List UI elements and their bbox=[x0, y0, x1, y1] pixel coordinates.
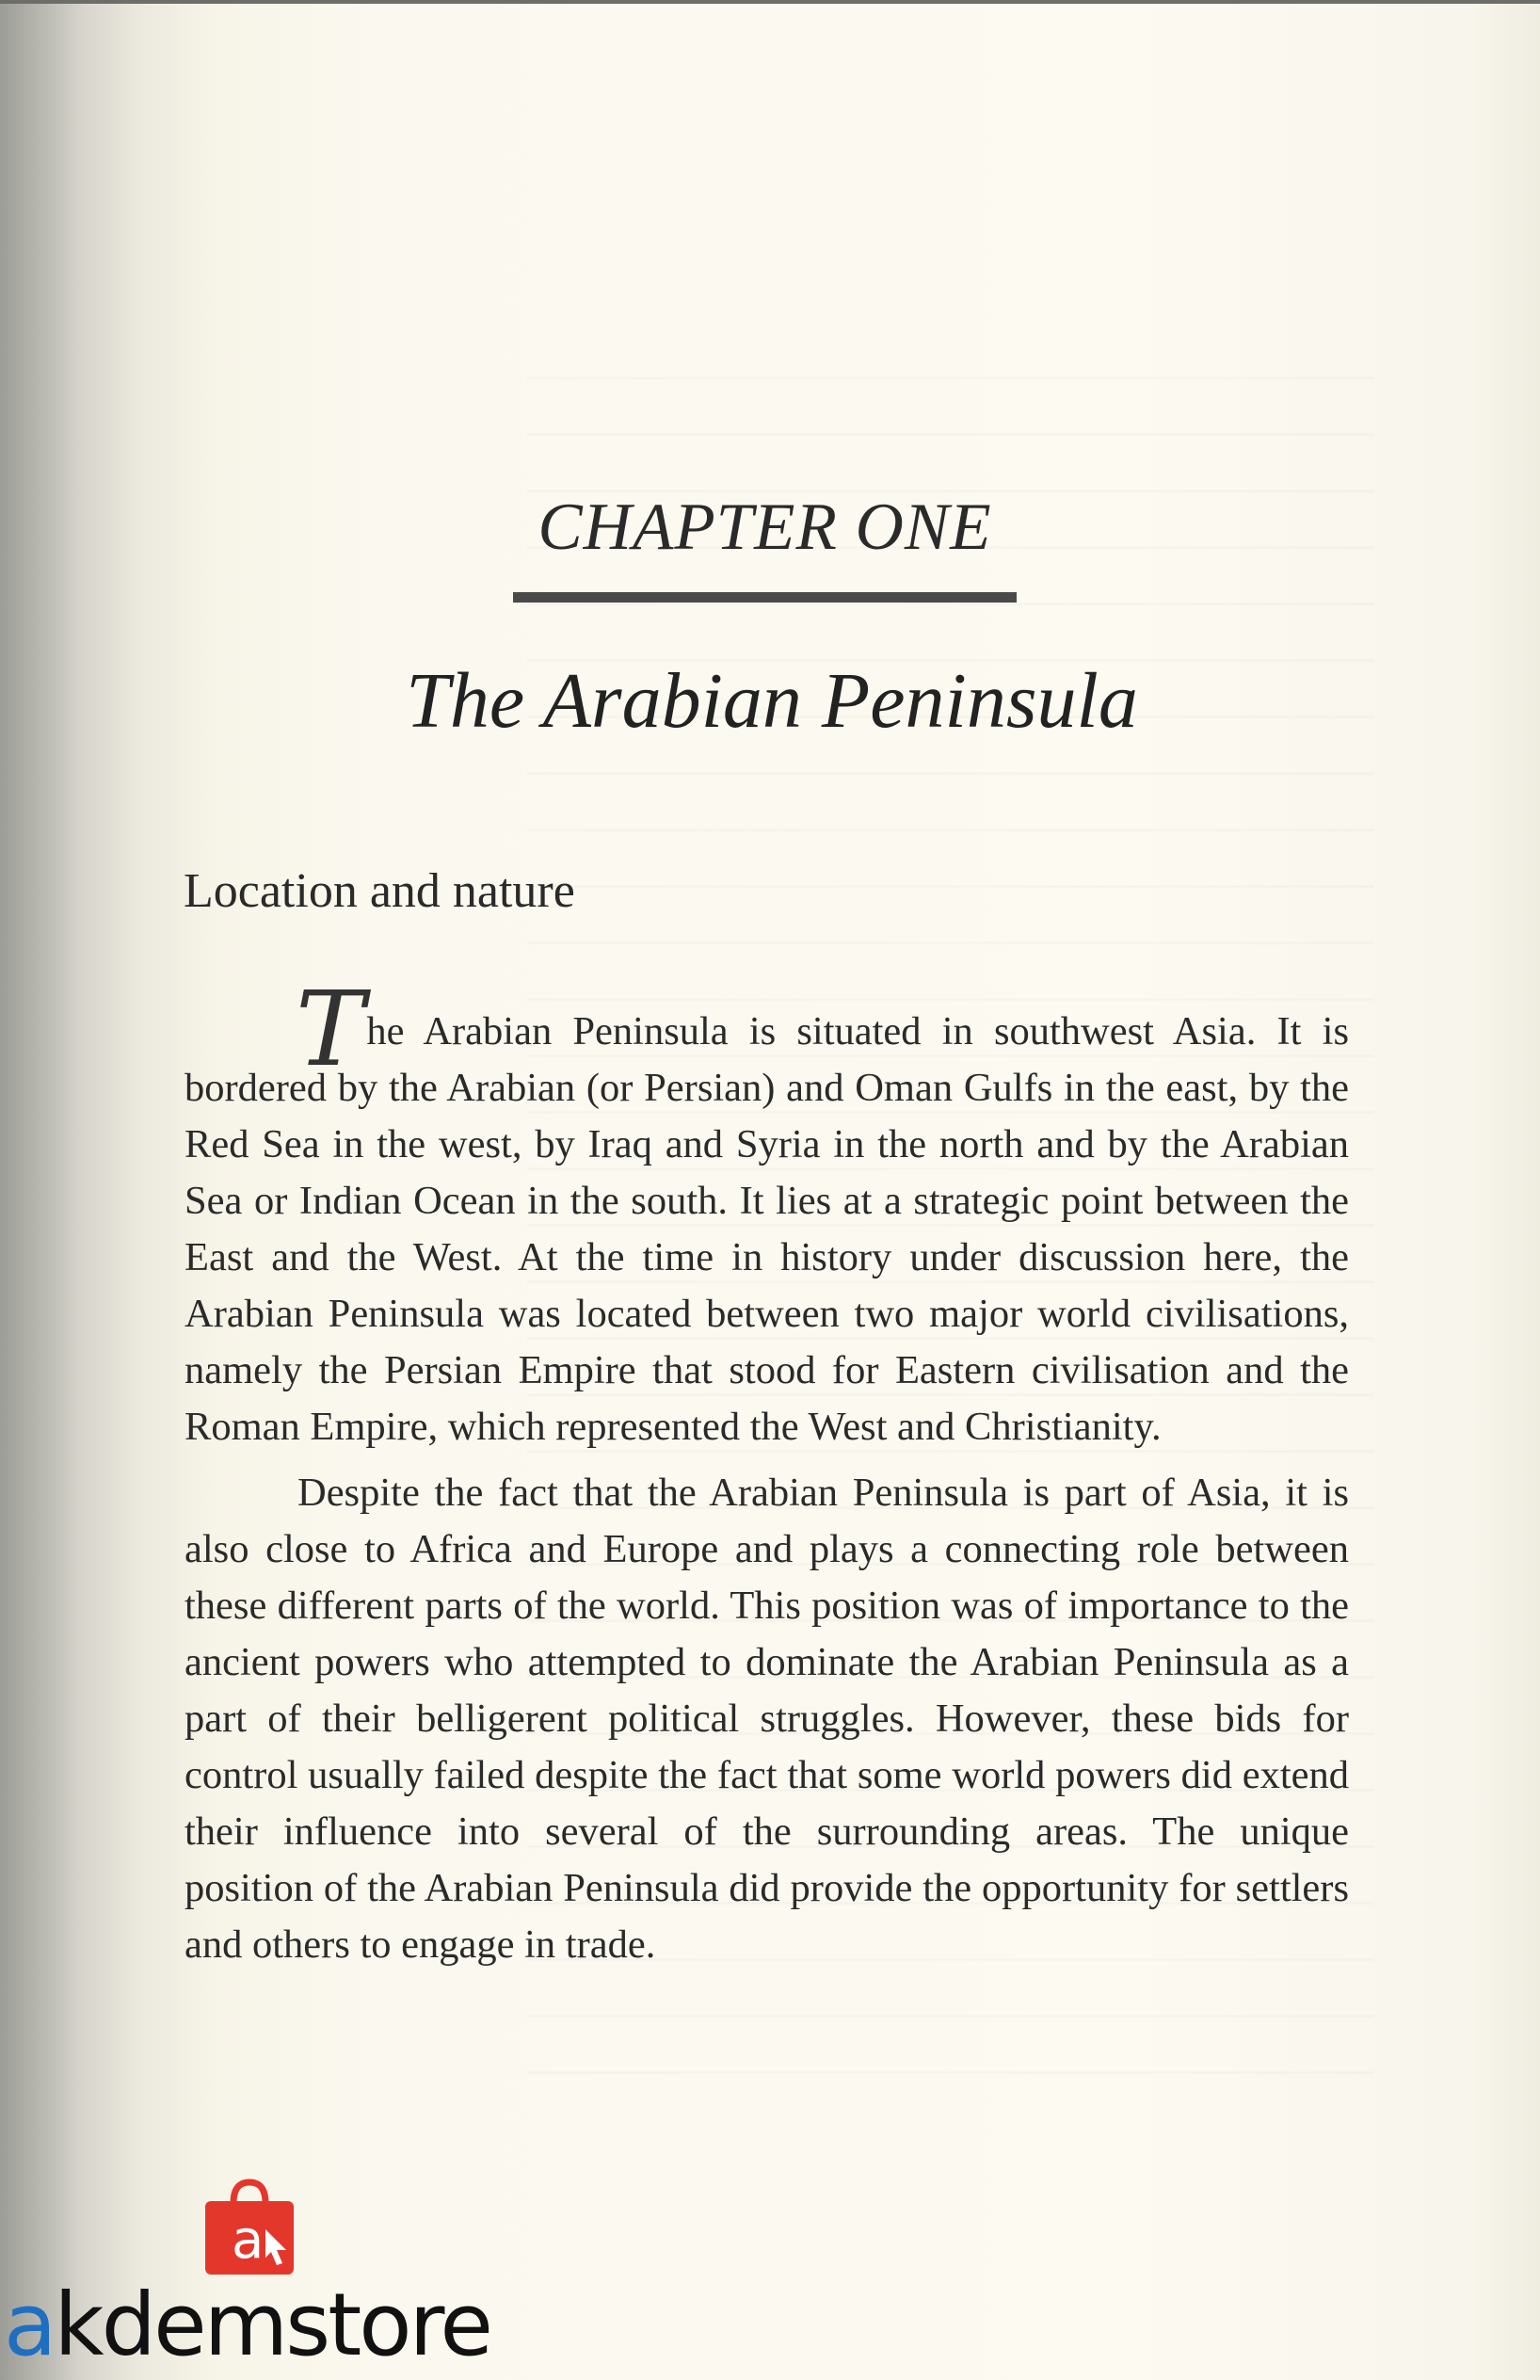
store-watermark bbox=[0, 2175, 527, 2380]
wordmark-a: a bbox=[4, 2275, 55, 2375]
chapter-title: The Arabian Peninsula bbox=[406, 657, 1138, 745]
body-text bbox=[184, 969, 1349, 1983]
paragraph-2: Despite the fact that the Arabian Peninsula is part of Asia, it is also close to Africa and Europe and plays a connecting role between these different parts of the world. This position was of importance to the ancient powers who attempted to dominate the Arabian Peninsula as a part of their belligerent political struggles. However, these bids for control usually failed despite the fact that some world powers did extend their influence into several of the surrounding areas. The unique position of the Arabian Peninsula did provide the opportunity for settlers and others to engage in trade. bbox=[184, 1471, 1349, 1967]
shopping-bag-icon bbox=[198, 2175, 301, 2278]
wordmark-rest: kdemstore bbox=[54, 2275, 490, 2375]
section-heading: Location and nature bbox=[184, 864, 575, 918]
paragraph-1 bbox=[184, 969, 1349, 1455]
drop-cap: T bbox=[296, 969, 365, 1089]
paragraph-1-text: he Arabian Peninsula is situated in southwest Asia. It is bordered by the Arabian (or Persian) and Oman Gulfs in the east, by the Red Sea in the west, by Iraq and Syria in the north and by the Arabian Sea or Indian Ocean in the south. It lies at a strategic point between the East and the West. At the time in history under discussion here, the Arabian Peninsula was located between two major world civilisations, namely the Persian Empire that stood for Eastern civilisation and the Roman Empire, which represented the West and Christianity. bbox=[184, 1009, 1349, 1449]
store-wordmark bbox=[4, 2275, 490, 2375]
chapter-label bbox=[513, 485, 1017, 570]
bag-letter: a bbox=[232, 2210, 265, 2271]
chapter-divider-rule bbox=[513, 592, 1017, 603]
chapter-label-text: CHAPTER ONE bbox=[537, 490, 992, 564]
page-top-edge bbox=[0, 0, 1540, 4]
